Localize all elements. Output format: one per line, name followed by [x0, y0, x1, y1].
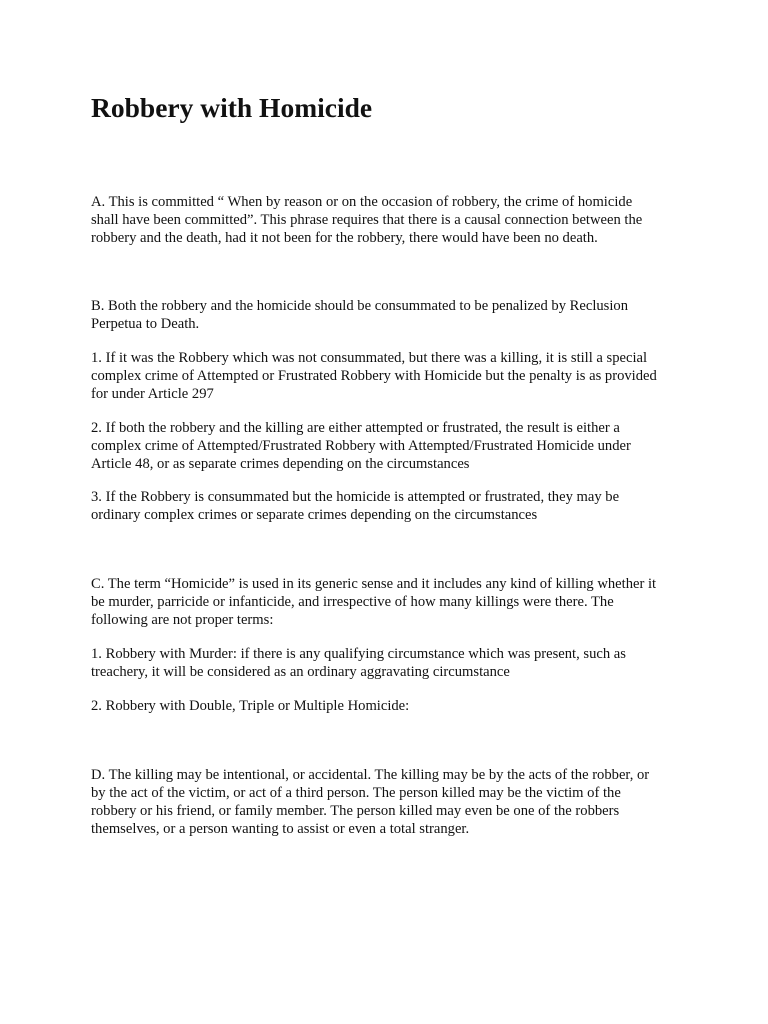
- paragraph-c1: [91, 645, 691, 681]
- text-line: complex crime of Attempted/Frustrated Robbery with Attempted/Frustrated Homicide under: [91, 438, 631, 454]
- document-title: Robbery with Homicide: [91, 92, 373, 123]
- text-line: 2. Robbery with Double, Triple or Multiple Homicide:: [91, 698, 410, 714]
- text-line: D. The killing may be intentional, or accidental. The killing may be by the acts of the robber, or: [91, 767, 650, 783]
- text-line: Perpetua to Death.: [91, 316, 200, 332]
- text-line: 1. If it was the Robbery which was not consummated, but there was a killing, it is still a special: [91, 350, 648, 366]
- paragraph-b3: [91, 488, 691, 524]
- text-line: shall have been committed”. This phrase requires that there is a causal connection between the: [91, 212, 643, 228]
- text-line: Article 48, or as separate crimes depending on the circumstances: [91, 456, 470, 472]
- paragraph-c2: [91, 697, 691, 715]
- paragraph-c: [91, 575, 691, 629]
- text-line: be murder, parricide or infanticide, and irrespective of how many killings were there. The: [91, 594, 614, 610]
- text-line: treachery, it will be considered as an ordinary aggravating circumstance: [91, 664, 510, 680]
- text-line: by the act of the victim, or act of a third person. The person killed may be the victim of the: [91, 785, 621, 801]
- text-line: for under Article 297: [91, 386, 214, 402]
- text-line: A. This is committed “ When by reason or on the occasion of robbery, the crime of homicide: [91, 194, 633, 210]
- text-line: 2. If both the robbery and the killing are either attempted or frustrated, the result is either a: [91, 420, 620, 436]
- text-line: themselves, or a person wanting to assist or even a total stranger.: [91, 821, 470, 837]
- text-line: 3. If the Robbery is consummated but the homicide is attempted or frustrated, they may be: [91, 489, 620, 505]
- text-line: ordinary complex crimes or separate crimes depending on the circumstances: [91, 507, 538, 523]
- paragraph-d: [91, 766, 691, 838]
- paragraph-b: [91, 297, 691, 333]
- text-line: complex crime of Attempted or Frustrated Robbery with Homicide but the penalty is as provided: [91, 368, 657, 384]
- text-line: B. Both the robbery and the homicide should be consummated to be penalized by Reclusion: [91, 298, 629, 314]
- text-line: robbery and the death, had it not been for the robbery, there would have been no death.: [91, 230, 598, 246]
- text-line: robbery or his friend, or family member. The person killed may even be one of the robbers: [91, 803, 620, 819]
- text-line: C. The term “Homicide” is used in its generic sense and it includes any kind of killing whether it: [91, 576, 657, 592]
- paragraph-b1: [91, 349, 691, 403]
- paragraph-a: [91, 193, 691, 247]
- text-line: 1. Robbery with Murder: if there is any qualifying circumstance which was present, such as: [91, 646, 626, 662]
- text-line: following are not proper terms:: [91, 612, 274, 628]
- paragraph-b2: [91, 419, 691, 473]
